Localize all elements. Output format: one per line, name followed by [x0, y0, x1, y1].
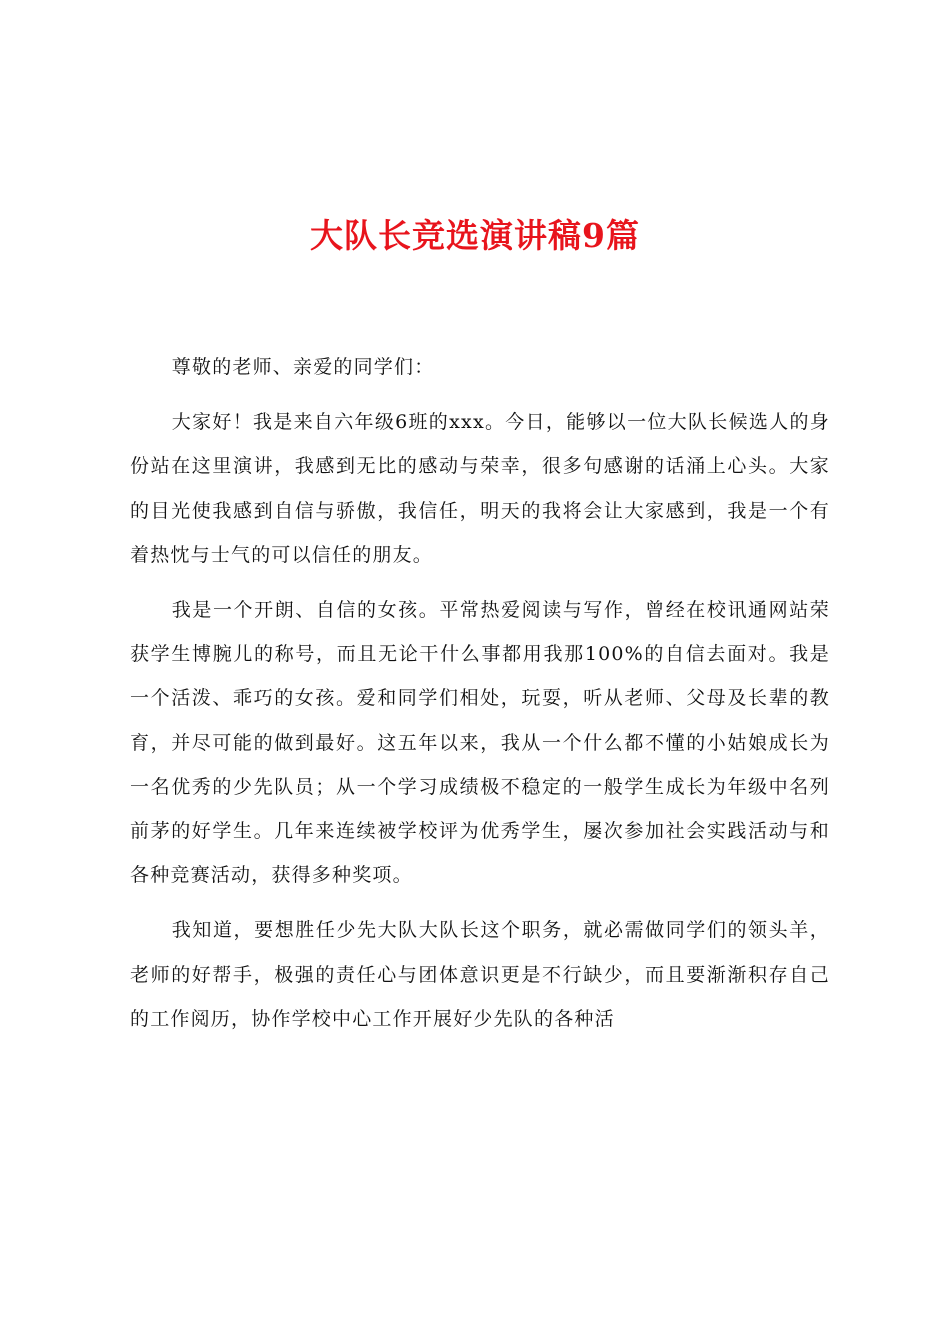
paragraph-2: 我是一个开朗、自信的女孩。平常热爱阅读与写作，曾经在校讯通网站荣获学生博腕儿的称号，而且无论干什么事都用我那100%的自信去面对。我是一个活泼、乖巧的女孩。爱和同学们相处，玩耍，听从老师、父母及长辈的教育，并尽可能的做到最好。这五年以来，我从一个什么都不懂的小姑娘成长为一名优秀的少先队员；从一个学习成绩极不稳定的一般学生成长为年级中名列前茅的好学生。几年来连续被学校评为优秀学生，屡次参加社会实践活动与和各种竞赛活动，获得多种奖项。 — [130, 599, 830, 887]
document-title: 大队长竞选演讲稿9篇 — [310, 216, 640, 255]
paragraph-1: 大家好！我是来自六年级6班的xxx。今日，能够以一位大队长候选人的身份站在这里演讲，我感到无比的感动与荣幸，很多句感谢的话涌上心头。大家的目光使我感到自信与骄傲，我信任，明天的我将会让大家感到，我是一个有着热忱与士气的可以信任的朋友。 — [130, 411, 830, 566]
document-body — [130, 345, 830, 1052]
salutation: 尊敬的老师、亲爱的同学们： — [171, 356, 435, 378]
paragraph-3: 我知道，要想胜任少先大队大队长这个职务，就必需做同学们的领头羊，老师的好帮手，极强的责任心与团体意识更是不行缺少，而且要渐渐积存自己的工作阅历，协作学校中心工作开展好少先队的各种活 — [130, 919, 830, 1030]
